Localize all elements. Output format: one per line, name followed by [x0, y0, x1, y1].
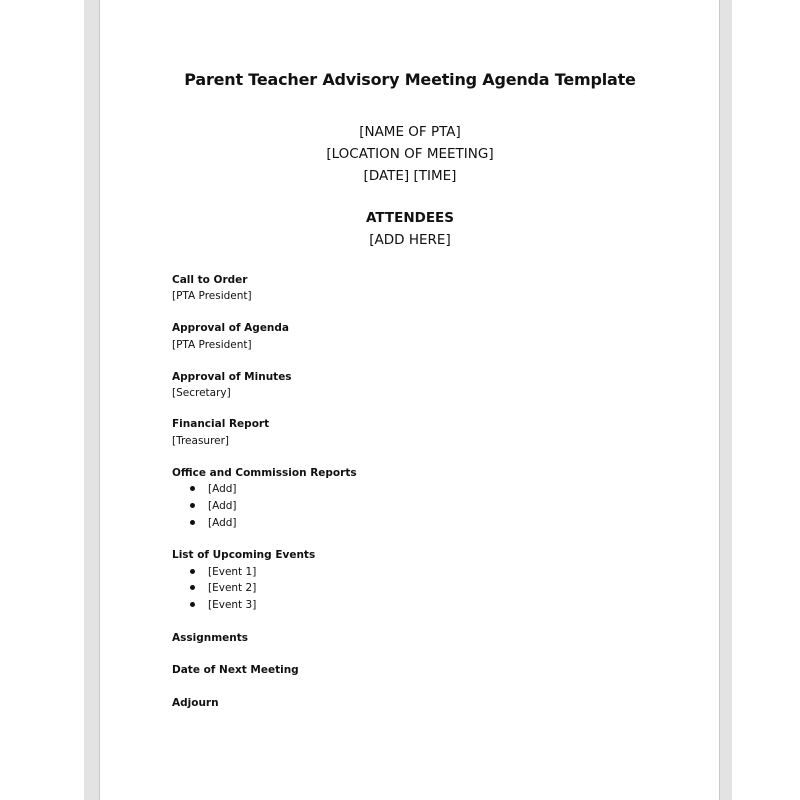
list-item-text: [Add]: [208, 517, 237, 529]
list-item-text: [Event 1]: [208, 566, 257, 578]
meeting-date-time: [DATE] [TIME]: [363, 168, 457, 184]
meeting-location: [LOCATION OF MEETING]: [326, 146, 494, 162]
page-edge-left: [99, 0, 100, 800]
bullet-icon: [190, 585, 195, 590]
bullet-icon: [190, 503, 195, 508]
document-title: Parent Teacher Advisory Meeting Agenda Template: [184, 70, 636, 89]
section-sub-call-to-order: [PTA President]: [172, 290, 252, 302]
bullet-icon: [190, 602, 195, 607]
section-sub-financial-report: [Treasurer]: [172, 435, 230, 447]
attendees-heading: ATTENDEES: [365, 210, 455, 226]
list-item: [190, 517, 237, 529]
workspace-background-left: [84, 0, 100, 800]
attendees-value: [ADD HERE]: [369, 232, 451, 248]
list-item: [190, 500, 237, 512]
section-heading-upcoming-events: List of Upcoming Events: [172, 549, 316, 561]
pta-name: [NAME OF PTA]: [359, 124, 461, 140]
section-heading-approval-of-agenda: Approval of Agenda: [172, 322, 290, 334]
section-heading-financial-report: Financial Report: [172, 418, 270, 430]
bullet-icon: [190, 520, 195, 525]
list-item: [190, 566, 256, 578]
section-heading-approval-of-minutes: Approval of Minutes: [172, 371, 292, 383]
list-item-text: [Event 3]: [208, 599, 257, 611]
list-item: [190, 599, 256, 611]
section-sub-approval-of-minutes: [Secretary]: [172, 387, 231, 399]
workspace-background-right: [720, 0, 732, 800]
list-item: [190, 483, 237, 495]
list-item-text: [Add]: [208, 483, 237, 495]
section-heading-adjourn: Adjourn: [172, 697, 219, 709]
section-heading-next-meeting: Date of Next Meeting: [172, 664, 299, 676]
list-item-text: [Event 2]: [208, 582, 257, 594]
document-page: [100, 0, 720, 800]
page-edge-right: [719, 0, 720, 800]
section-heading-call-to-order: Call to Order: [172, 274, 248, 286]
bullet-icon: [190, 569, 195, 574]
section-heading-office-reports: Office and Commission Reports: [172, 467, 357, 479]
list-item-text: [Add]: [208, 500, 237, 512]
bullet-icon: [190, 486, 195, 491]
section-heading-assignments: Assignments: [172, 632, 249, 644]
section-sub-approval-of-agenda: [PTA President]: [172, 339, 252, 351]
list-item: [190, 582, 256, 594]
